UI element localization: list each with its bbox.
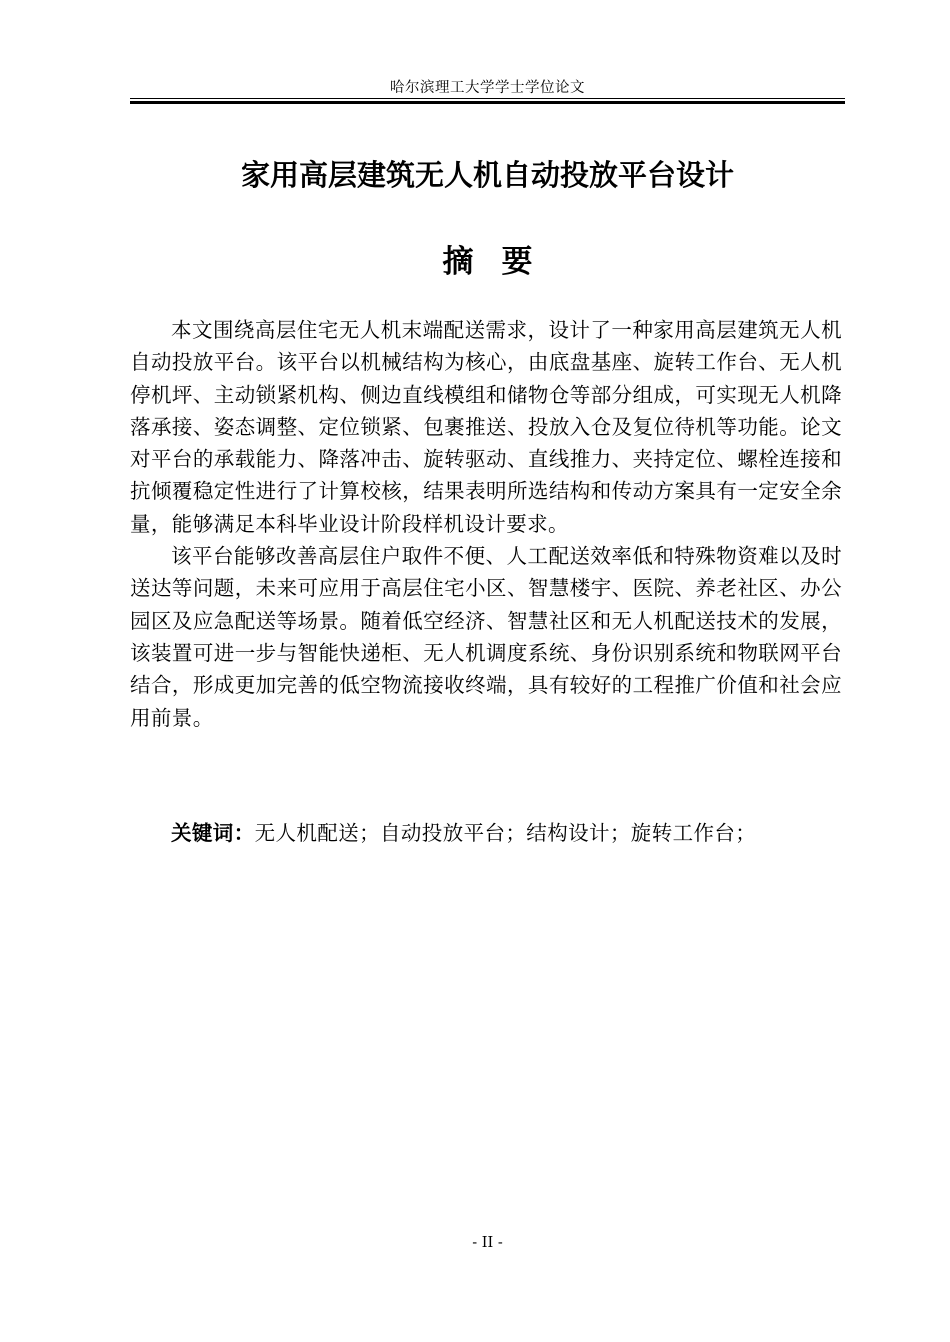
keywords-label: 关键词：	[171, 821, 255, 845]
keywords-line	[130, 817, 842, 849]
header-rule-thick	[130, 101, 845, 104]
thesis-title: 家用高层建筑无人机自动投放平台设计	[240, 158, 734, 192]
keywords-text: 无人机配送；自动投放平台；结构设计；旋转工作台；	[254, 821, 757, 845]
header-rule-thin	[130, 98, 845, 99]
abstract-paragraph-1: 本文围绕高层住宅无人机末端配送需求，设计了一种家用高层建筑无人机自动投放平台。该平台以机械结构为核心，由底盘基座、旋转工作台、无人机停机坪、主动锁紧机构、侧边直线模组和储物仓等部分组成，可实现无人机降落承接、姿态调整、定位锁紧、包裹推送、投放入仓及复位待机等功能。论文对平台的承载能力、降落冲击、旋转驱动、直线推力、夹持定位、螺栓连接和抗倾覆稳定性进行了计算校核，结果表明所选结构和传动方案具有一定安全余量，能够满足本科毕业设计阶段样机设计要求。	[130, 318, 842, 536]
abstract-body	[130, 314, 842, 734]
page-number: - II -	[472, 1235, 503, 1251]
abstract-heading: 摘要	[442, 244, 561, 280]
abstract-paragraph-2: 该平台能够改善高层住户取件不便、人工配送效率低和特殊物资难以及时送达等问题，未来可应用于高层住宅小区、智慧楼宇、医院、养老社区、办公园区及应急配送等场景。随着低空经济、智慧社区和无人机配送技术的发展，该装置可进一步与智能快递柜、无人机调度系统、身份识别系统和物联网平台结合，形成更加完善的低空物流接收终端，具有较好的工程推广价值和社会应用前景。	[130, 544, 842, 730]
running-header: 哈尔滨理工大学学士学位论文	[390, 80, 585, 96]
